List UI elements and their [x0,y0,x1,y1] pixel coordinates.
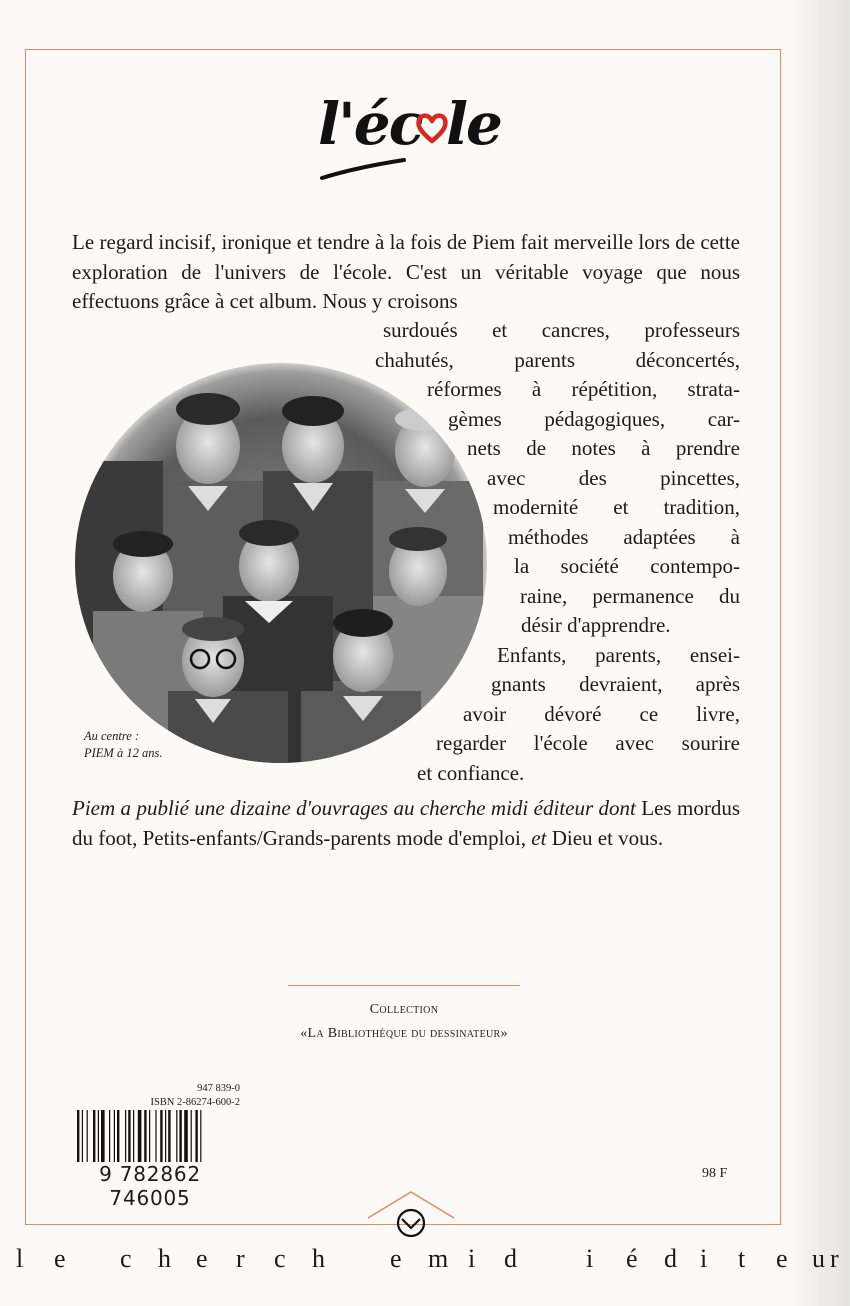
publisher-letter: e [54,1244,66,1273]
blurb-line: et confiance. [417,760,525,785]
blurb-line: surdoués et cancres, professeurs [383,318,740,342]
collection-block [220,998,588,1046]
blurb-line: nets de notes à prendre [467,436,740,460]
ref-code: 947 839-0 [197,1083,240,1094]
book-codes [120,1082,240,1110]
publisher-letter: e [776,1244,788,1273]
publisher-letter: d [504,1244,517,1273]
spine-shadow [792,0,850,1306]
photo-caption [84,728,162,762]
blurb-line: regarder l'école avec sourire [436,731,740,755]
publisher-letter: r [236,1244,245,1273]
author-note [72,794,740,853]
publisher-letter: d [664,1244,677,1273]
blurb-top-text: Le regard incisif, ironique et tendre à la fois de Piem fait merveille lors de cette exploration de l'univers de l'école. C'est un véritable voyage que nous effectuons grâce à cet album. Nous y croisons [72,230,740,313]
blurb-line: méthodes adaptées à [508,524,740,549]
blurb-line: la société contempo- [514,554,740,578]
publisher-letter: e [196,1244,208,1273]
blurb-line: avoir dévoré ce livre, [463,701,740,726]
publisher-letter: m [428,1244,449,1273]
publisher-letter: h [158,1244,171,1273]
price: 98 F [702,1166,728,1181]
blurb-line: avec des pincettes, [487,465,740,490]
author-note-part2: et [531,825,547,850]
author-note-last-title: Dieu et vous. [551,825,664,850]
lecole-logo [318,90,508,190]
logo-text-right: le [446,90,501,158]
publisher-logo-icon [368,1190,454,1246]
blurb-line: gnants devraient, après [491,672,740,696]
publisher-letter: é [626,1244,638,1273]
publisher-letter: t [738,1244,746,1273]
blurb-line: chahutés, parents déconcertés, [375,347,740,372]
isbn-code: ISBN 2-86274-600-2 [150,1097,240,1108]
heart-icon [415,112,449,144]
publisher-letter: h [312,1244,325,1273]
publisher-letter: c [274,1244,286,1273]
publisher-name [0,1244,850,1284]
blurb-line: raine, permanence du [520,583,740,608]
collection-name: «La Bibliothèque du dessinateur» [300,1026,508,1041]
class-photo [73,361,489,766]
collection-divider [288,985,520,986]
publisher-letter: i [468,1244,476,1273]
blurb-line: modernité et tradition, [493,495,740,519]
blurb-line: Enfants, parents, ensei- [497,642,740,667]
author-note-titles: Les mordus du foot, Petits-enfants/Grands-parents mode d'emploi, [72,796,740,850]
photo-caption-line2: PIEM à 12 ans. [84,746,163,760]
logo-text-left: l'éc [318,90,423,158]
publisher-letter: c [120,1244,132,1273]
publisher-letter: r [830,1244,839,1273]
author-note-part1: Piem a publié une dizaine d'ouvrages au cherche midi éditeur dont [72,796,636,820]
publisher-letter: e [390,1244,402,1273]
photo-caption-line1: Au centre : [84,729,140,743]
publisher-letter: l [16,1244,24,1273]
blurb-line: réformes à répétition, strata- [427,377,740,401]
blurb-line: gèmes pédagogiques, car- [448,406,740,431]
publisher-letter: u [812,1244,825,1273]
barcode-number: 9 782862 746005 [55,1162,245,1210]
logo-underline-stroke [318,152,438,182]
blurb-line: désir d'apprendre. [521,613,671,637]
publisher-letter: i [586,1244,594,1273]
publisher-letter: i [700,1244,708,1273]
collection-label: Collection [369,1002,439,1017]
